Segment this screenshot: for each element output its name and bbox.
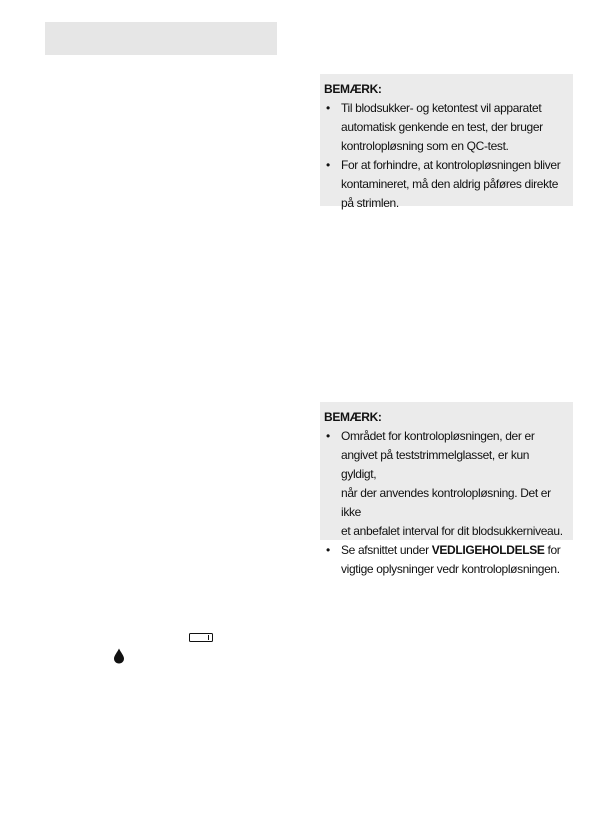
note-line: Området for kontrolopløsningen, der er	[341, 429, 535, 443]
note-box-1	[320, 74, 573, 210]
note-line: angivet på teststrimmelglasset, er kun gyldigt,	[341, 448, 530, 481]
note-line: et anbefalet interval for dit blodsukkerniveau.	[341, 524, 563, 538]
note-title: BEMÆRK:	[324, 410, 382, 424]
note-line: for	[544, 543, 561, 557]
test-strip-icon	[189, 633, 213, 642]
note-line: For at forhindre, at kontrolopløsningen bliver	[341, 158, 561, 172]
note-item	[324, 541, 565, 579]
note-line: kontrolopløsning som en QC-test.	[341, 139, 509, 153]
note-line: når der anvendes kontrolopløsning. Det er ikke	[341, 486, 551, 519]
bullet: •	[326, 429, 330, 443]
blood-drop-icon	[113, 648, 125, 664]
section-header-bar	[45, 22, 277, 55]
note-line: kontamineret, må den aldrig påføres direkte	[341, 177, 559, 191]
section-reference: VEDLIGEHOLDELSE	[431, 543, 545, 557]
note-line: automatisk genkende en test, der bruger	[341, 120, 543, 134]
note-line: Til blodsukker- og ketontest vil apparatet	[341, 101, 542, 115]
note-item	[324, 156, 565, 213]
bullet: •	[326, 158, 330, 172]
note-item	[324, 427, 565, 541]
note-item	[324, 99, 565, 156]
note-line: vigtige oplysninger vedr kontrolopløsningen.	[341, 562, 560, 576]
note-line: på strimlen.	[341, 196, 399, 210]
note-list	[324, 99, 565, 213]
bullet: •	[326, 101, 330, 115]
bullet: •	[326, 543, 330, 557]
note-title: BEMÆRK:	[324, 82, 382, 96]
note-list	[324, 427, 565, 579]
note-box-2	[320, 402, 573, 576]
note-line: Se afsnittet under	[341, 543, 432, 557]
